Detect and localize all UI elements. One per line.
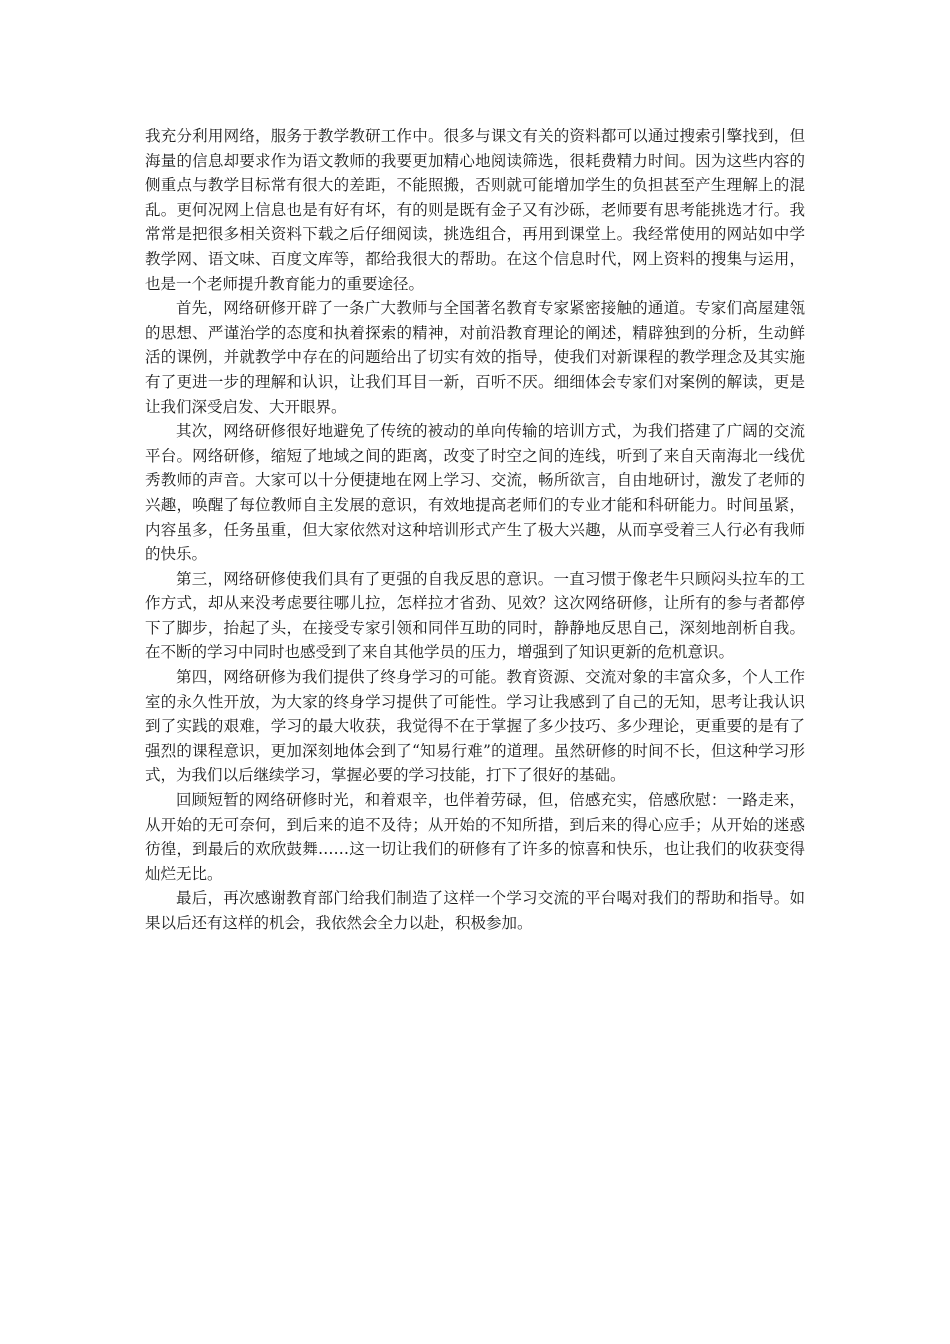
paragraph-first: 首先，网络研修开辟了一条广大教师与全国著名教育专家紧密接触的通道。专家们高屋建瓴的思想、严谨治学的态度和执着探索的精神，对前沿教育理论的阐述，精辟独到的分析，生动鲜活的课例，并就教学中存在的问题给出了切实有效的指导，使我们对新课程的教学理念及其实施有了更进一步的理解和认识，让我们耳目一新，百听不厌。细细体会专家们对案例的解读，更是让我们深受启发、大开眼界。: [145, 299, 805, 416]
paragraph-intro: 我充分利用网络，服务于教学教研工作中。很多与课文有关的资料都可以通过搜索引擎找到，但海量的信息却要求作为语文教师的我要更加精心地阅读筛选，很耗费精力时间。因为这些内容的侧重点与教学目标常有很大的差距，不能照搬，否则就可能增加学生的负担甚至产生理解上的混乱。更何况网上信息也是有好有坏，有的则是既有金子又有沙砾，老师要有思考能挑选才行。我常常是把很多相关资料下载之后仔细阅读，挑选组合，再用到课堂上。我经常使用的网站如中学教学网、语文味、百度文库等，都给我很大的帮助。在这个信息时代，网上资料的搜集与运用，也是一个老师提升教育能力的重要途径。: [145, 127, 805, 293]
document-body: [145, 124, 805, 936]
paragraph-fourth: 第四，网络研修为我们提供了终身学习的可能。教育资源、交流对象的丰富众多，个人工作室的永久性开放，为大家的终身学习提供了可能性。学习让我感到了自己的无知，思考让我认识到了实践的艰难，学习的最大收获，我觉得不在于掌握了多少技巧、多少理论，更重要的是有了强烈的课程意识，更加深刻地体会到了“知易行难”的道理。虽然研修的时间不长，但这种学习形式，为我们以后继续学习，掌握必要的学习技能，打下了很好的基础。: [145, 668, 805, 785]
paragraph-closing: 最后，再次感谢教育部门给我们制造了这样一个学习交流的平台喝对我们的帮助和指导。如果以后还有这样的机会，我依然会全力以赴，积极参加。: [145, 889, 805, 932]
paragraph-second: 其次，网络研修很好地避免了传统的被动的单向传输的培训方式，为我们搭建了广阔的交流平台。网络研修，缩短了地域之间的距离，改变了时空之间的连线，听到了来自天南海北一线优秀教师的声音。大家可以十分便捷地在网上学习、交流，畅所欲言，自由地研讨，激发了老师的兴趣，唤醒了每位教师自主发展的意识，有效地提高老师们的专业才能和科研能力。时间虽紧，内容虽多，任务虽重，但大家依然对这种培训形式产生了极大兴趣，从而享受着三人行必有我师的快乐。: [145, 422, 805, 564]
paragraph-review: 回顾短暂的网络研修时光，和着艰辛，也伴着劳碌，但，倍感充实，倍感欣慰：一路走来，从开始的无可奈何，到后来的追不及待；从开始的不知所措，到后来的得心应手；从开始的迷惑彷徨，到最后的欢欣鼓舞……这一切让我们的研修有了许多的惊喜和快乐，也让我们的收获变得灿烂无比。: [145, 791, 805, 883]
paragraph-third: 第三，网络研修使我们具有了更强的自我反思的意识。一直习惯于像老牛只顾闷头拉车的工作方式，却从来没考虑要往哪儿拉，怎样拉才省劲、见效？这次网络研修，让所有的参与者都停下了脚步，抬起了头，在接受专家引领和同伴互助的同时，静静地反思自己，深刻地剖析自我。在不断的学习中同时也感受到了来自其他学员的压力，增强到了知识更新的危机意识。: [145, 569, 805, 662]
